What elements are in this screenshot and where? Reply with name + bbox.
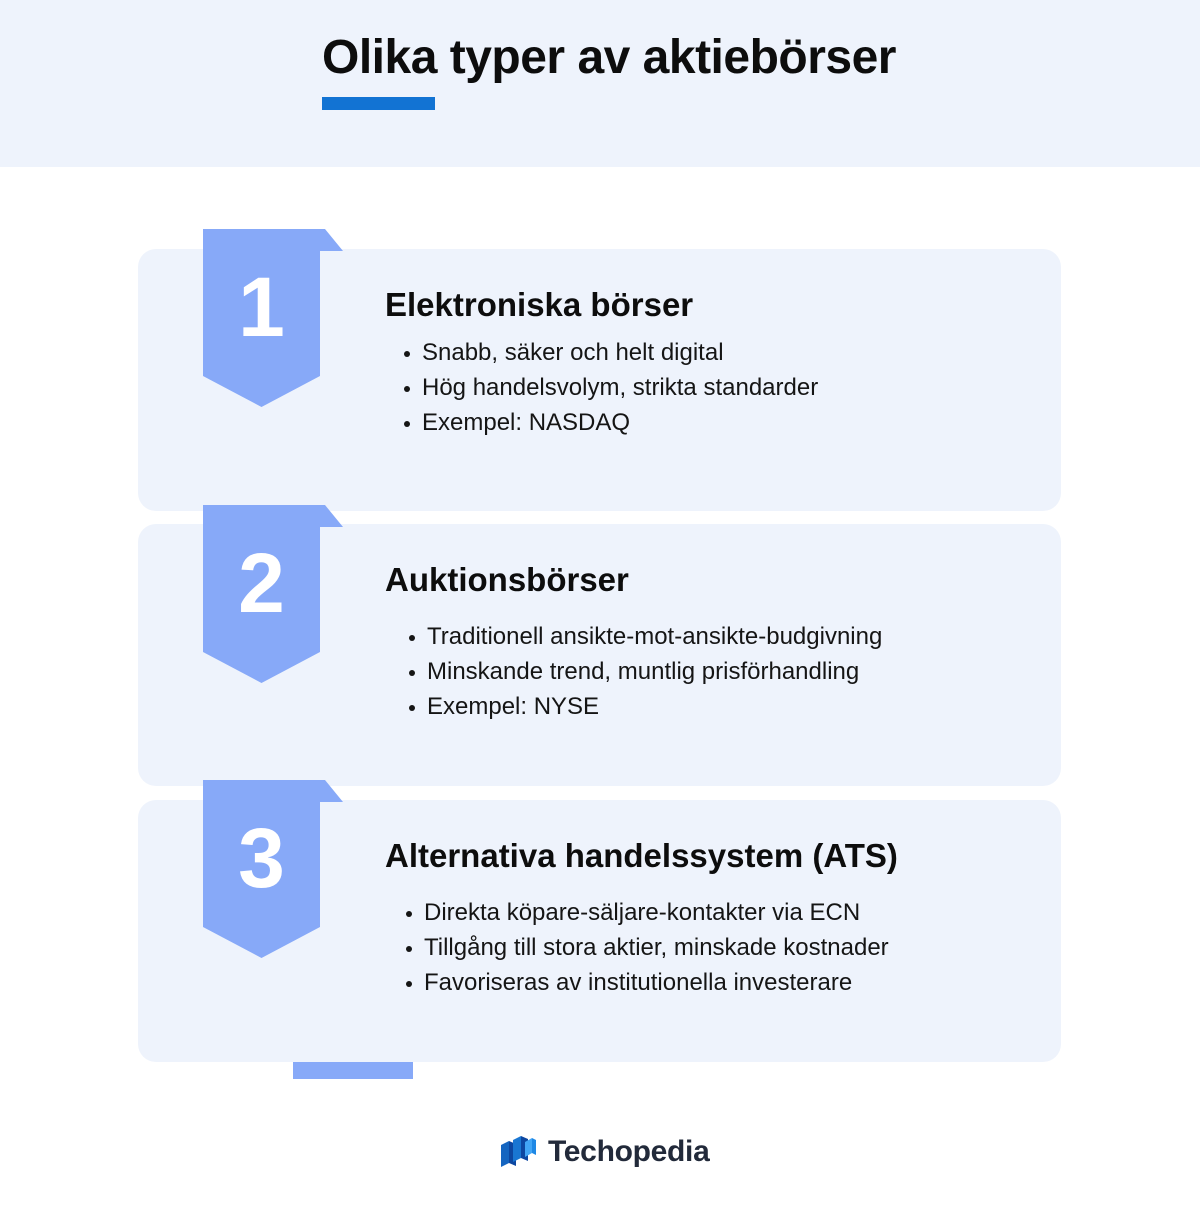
- card-title: Alternativa handelssystem (ATS): [385, 837, 898, 874]
- footer-accent-bar: [293, 1062, 413, 1079]
- list-item: Exempel: NYSE: [409, 689, 882, 724]
- list-item: Traditionell ansikte-mot-ansikte-budgivning: [409, 619, 882, 654]
- list-item: Snabb, säker och helt digital: [404, 335, 818, 370]
- bullet-list: [404, 335, 818, 440]
- techopedia-cubes-icon: [500, 1133, 540, 1171]
- title-underline: [322, 97, 435, 110]
- list-item: Tillgång till stora aktier, minskade kostnader: [406, 930, 889, 965]
- ribbon-number: 1: [238, 260, 285, 354]
- list-item: Exempel: NASDAQ: [404, 405, 818, 440]
- bullet-list: [406, 895, 889, 1000]
- ribbon-number: 3: [238, 811, 285, 905]
- ribbon-number: 2: [238, 536, 285, 630]
- list-item: Favoriseras av institutionella investerare: [406, 965, 889, 1000]
- brand-name: Techopedia: [548, 1135, 710, 1168]
- list-item: Minskande trend, muntlig prisförhandling: [409, 654, 882, 689]
- number-ribbon-3: [203, 780, 343, 958]
- bullet-list: [409, 619, 882, 724]
- card-title: Elektroniska börser: [385, 286, 694, 323]
- list-item: Direkta köpare-säljare-kontakter via ECN: [406, 895, 889, 930]
- card-title: Auktionsbörser: [385, 561, 629, 598]
- number-ribbon-1: [203, 229, 343, 407]
- list-item: Hög handelsvolym, strikta standarder: [404, 370, 818, 405]
- page-title: Olika typer av aktiebörser: [322, 31, 896, 84]
- number-ribbon-2: [203, 505, 343, 683]
